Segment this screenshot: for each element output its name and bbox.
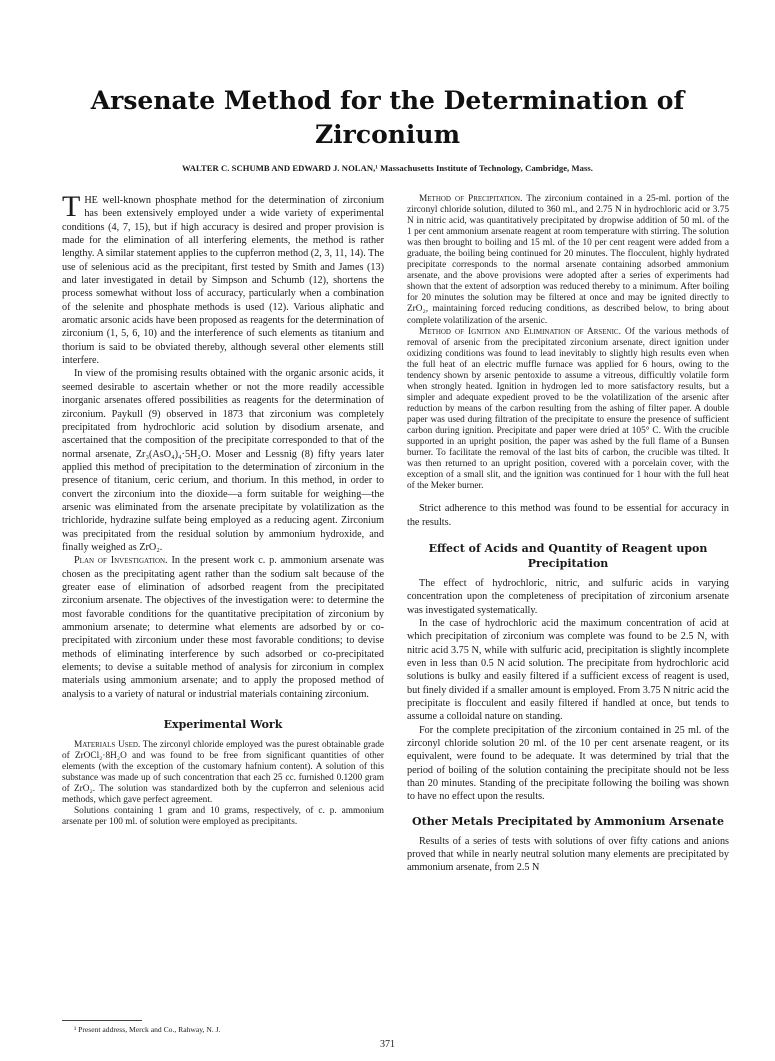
paragraph-solutions: Solutions containing 1 gram and 10 grams, respectively, of c. p. ammonium arsenate per 100 ml. of solution were employed as precipitants.: [62, 806, 384, 828]
intro-paragraph: [62, 190, 384, 367]
right-column: [407, 194, 729, 875]
heading-effect-of-acids: Effect of Acids and Quantity of Reagent upon Precipitation: [428, 541, 708, 570]
footnote-rule: [62, 1020, 142, 1021]
paragraph-materials: [62, 740, 384, 806]
paragraph-strict-adherence: Strict adherence to this method was found to be essential for accuracy in the results.: [407, 503, 729, 528]
paragraph-arsenates: In view of the promising results obtained with the organic arsonic acids, it seemed desirable to ascertain whether or not the more readily accessible inorganic arsenates offered possibilities as reagents for the determination of zirconium. Paykull (9) observed in 1873 that zirconium was completely precipitated from hydrochloric acid solution by disodium arsenate, and ascertained that the composition of the precipitate corresponded to that of the normal arsenate, Zr₃(AsO₄)₄·5H₂O. Moser and Lessnig (8) fifty years later applied this method of precipitation to the determination of zirconium in the presence of titanium, ceric cerium, and thorium. In this method, in order to convert the zirconium into the dioxide—a form suitable for weighing—the arsenic was eliminated from the arsenate precipitate by volatilization as the trichloride, hydrazine sulfate being employed as a reducing agent. Zirconium was precipitated from the residual solution by ammonium hydroxide, and finally weighed as ZrO₂.: [62, 368, 384, 553]
article-title-line-1: Arsenate Method for the Determination of: [90, 86, 685, 115]
author-line: WALTER C. SCHUMB AND EDWARD J. NOLAN,¹ Massachusetts Institute of Technology, Cambridge, Mass.: [182, 163, 593, 173]
intro-text: HE well-known phosphate method for the determination of zirconium has been extensively employed under a wide variety of experimental conditions (4, 7, 15), but if high accuracy is desired and proper provision is made for the elimination of all interfering elements, the method is rather lengthy. A similar statement applies to the cupferron method (2, 3, 11, 14). The use of selenious acid as the precipitant, first tested by Smith and James (13) and later investigated in detail by Simpson and Schumb (12), shortens the process somewhat without loss of accuracy, particularly when a combination of the selenite and phosphate methods is used (12). Various aliphatic and aromatic arsonic acids have been proposed as reagents for the determination of zirconium (1, 5, 6, 10) and the interference of such elements as titanium and thorium is said to be obviated thereby, although several other elements still interfere.: [62, 195, 384, 367]
paragraph-method-ignition: [407, 327, 729, 493]
footnote: ¹ Present address, Merck and Co., Rahway, N. J.: [74, 1025, 221, 1034]
plan-run-in-head: Plan of Investigation.: [74, 555, 168, 567]
heading-other-metals: Other Metals Precipitated by Ammonium Arsenate: [412, 814, 724, 828]
paragraph-method-precipitation: [407, 194, 729, 327]
materials-run-in-head: Materials Used.: [74, 740, 141, 751]
article-title: [40, 84, 735, 152]
page-number: 371: [380, 1039, 395, 1050]
article-title-line-2: Zirconium: [314, 120, 461, 149]
materials-text: The zirconyl chloride employed was the purest obtainable grade of ZrOCl₂·8H₂O and was found to be free from significant quantities of other elements (with the exception of the customary hafnium content). A solution of this substance was made up of such concentration that each 25 cc. furnished 0.1200 gram of ZrO₂. The solution was standardized both by the cupferron and selenious acid methods, which gave perfect agreement.: [62, 740, 384, 806]
method-run-in-head: Method of Precipitation.: [419, 194, 523, 204]
ignition-text: Of the various methods of removal of arsenic from the precipitated zirconium arsenate, direct ignition under oxidizing conditions was found to lead inevitably to slightly high results even when the full heat of an electric muffle furnace was applied for 6 hours, owing to the tendency shown by arsenic pentoxide to assume a vitreous, difficultly volatile form when strongly heated. Ignition in hydrogen led to more satisfactory results, but a simpler and adequate expedient proved to be the volatilization of the arsenic after reduction by means of the carbon resulting from the ashing of filter paper. A double paper was used during filtration of the precipitate to ensure the presence of sufficient carbon during ignition. Precipitate and paper were dried at 105° C. With the crucible supported in an upright position, the paper was ashed by the full flame of a Bunsen burner. To facilitate the removal of the last bits of carbon, the crucible was tilted. It was then returned to an upright position, covered with a porcelain cover, with the exception of a small slit, and the ignition was continued for 1 hour with the full heat of the Meker burner.: [407, 326, 729, 492]
paragraph-acids-3: For the complete precipitation of the zirconium contained in 25 ml. of the zirconyl chloride solution 20 ml. of the 10 per cent arsenate reagent, or its equivalent, were found to be adequate. It was determined by trial that the period of boiling of the solution containing the precipitate should not be less than 20 minutes. Standing of the precipitate following the boiling was shown to have no effect upon the results.: [407, 724, 729, 803]
drop-cap: T: [62, 190, 81, 223]
left-column: [62, 190, 384, 828]
heading-experimental-work: Experimental Work: [163, 718, 283, 732]
paragraph-acids-1: The effect of hydrochloric, nitric, and sulfuric acids in varying concentration upon the completeness of precipitation of zirconium arsenate was investigated systematically.: [407, 577, 729, 616]
method-text: The zirconium contained in a 25-ml. portion of the zirconyl chloride solution, diluted to 360 ml., and 2.75 N in hydrochloric acid or 3.75 N in nitric acid, was quantitatively precipitated by dropwise addition of 50 ml. of the 1 per cent ammonium arsenate reagent at room temperature with stirring. The solution was then brought to boiling and 15 ml. of the 10 per cent reagent were added from a graduate, the boiling being continued for 20 minutes. The flocculent, highly hydrated precipitate corresponds to the normal arsenate containing adsorbed ammonium arsenate, and the above provisions were adopted after a series of experiments had shown that the extent of adsorption was reduced thereby to a minimum. After boiling for 20 minutes the solution may be filtered at once and may be ignited directly to ZrO₂, maintaining forced reducing conditions, as described below, to bring about complete volatilization of the arsenic.: [407, 194, 729, 326]
ignition-run-in-head: Method of Ignition and Elimination of Arsenic.: [419, 326, 621, 337]
paragraph-acids-2: In the case of hydrochloric acid the maximum concentration of acid at which precipitation of zirconium was complete was found to be 2.5 N, with nitric acid 3.75 N, while with sulfuric acid, precipitation is slightly incomplete even in less than 0.5 N acid solution. The precipitate from hydrochloric acid solutions is bulky and easily filtered if a sufficient excess of reagent is used, but finely divided if a smaller amount is employed. From 3.75 N nitric acid the precipitate is flocculent and easily filtered if handled at once, but tends to assume a colloidal nature on standing.: [407, 617, 729, 723]
paragraph-other-metals: Results of a series of tests with solutions of over fifty cations and anions proved that while in nearly neutral solution many elements are precipitated by ammonium arsenate, from 2.5 N: [407, 835, 729, 874]
paragraph-plan: [62, 554, 384, 701]
plan-text: In the present work c. p. ammonium arsenate was chosen as the precipitating agent rather than the sodium salt because of the greater ease of elimination of adsorbed reagent from the precipitated zirconium arsenate. The objectives of the investigation were: to determine the most favorable conditions for the quantitative precipitation of zirconium by ammonium arsenate; to determine what elements are adsorbed by or co-precipitated with zirconium under these most favorable conditions; to devise methods of eliminating interference by such adsorbed or co-precipitated elements; to devise a suitable method of analysis for zirconium in complex materials using ammonium arsenate; and to apply the proposed method of analysis to a variety of natural or industrial materials containing zirconium.: [62, 555, 384, 700]
